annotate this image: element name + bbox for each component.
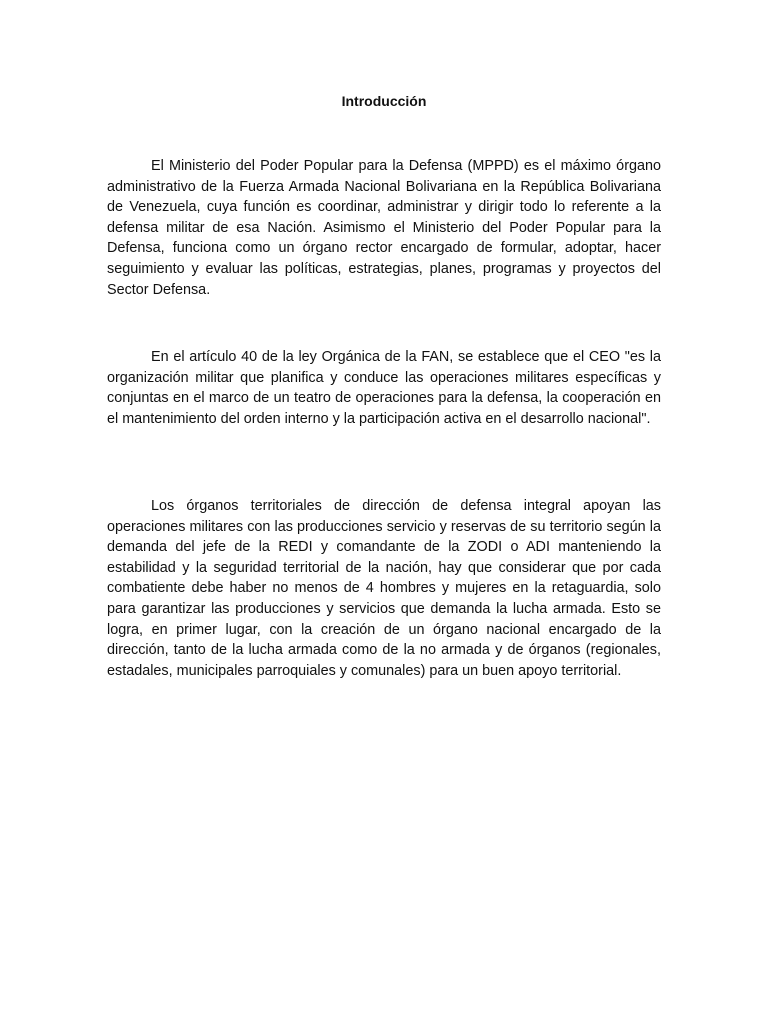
paragraph-articulo-40: En el artículo 40 de la ley Orgánica de la FAN, se establece que el CEO "es la organización militar que planifica y conduce las operaciones militares específicas y conjuntas en el marco de un teatro de operaciones para la defensa, la cooperación en el mantenimiento del orden interno y la participación activa en el desarrollo nacional". xyxy=(107,349,661,427)
paragraph-ministerio: El Ministerio del Poder Popular para la Defensa (MPPD) es el máximo órgano administrativo de la Fuerza Armada Nacional Bolivariana en la República Bolivariana de Venezuela, cuya función es coordinar, administrar y dirigir todo lo referente a la defensa militar de esa Nación. Asimismo el Ministerio del Poder Popular para la Defensa, funciona como un órgano rector encargado de formular, adoptar, hacer seguimiento y evaluar las políticas, estrategias, planes, programas y proyectos del Sector Defensa. xyxy=(107,158,661,298)
page-title: Introducción xyxy=(341,93,427,109)
paragraph-organos-territoriales: Los órganos territoriales de dirección de defensa integral apoyan las operaciones militares con las producciones servicio y reservas de su territorio según la demanda del jefe de la REDI y comandante de la ZODI o ADI manteniendo la estabilidad y la seguridad territorial de la nación, hay que considerar que por cada combatiente debe haber no menos de 4 hombres y mujeres en la retaguardia, solo para garantizar las producciones y servicios que demanda la lucha armada. Esto se logra, en primer lugar, con la creación de un órgano nacional encargado de la dirección, tanto de la lucha armada como de la no armada y de órganos (regionales, estadales, municipales parroquiales y comunales) para un buen apoyo territorial. xyxy=(107,498,661,679)
